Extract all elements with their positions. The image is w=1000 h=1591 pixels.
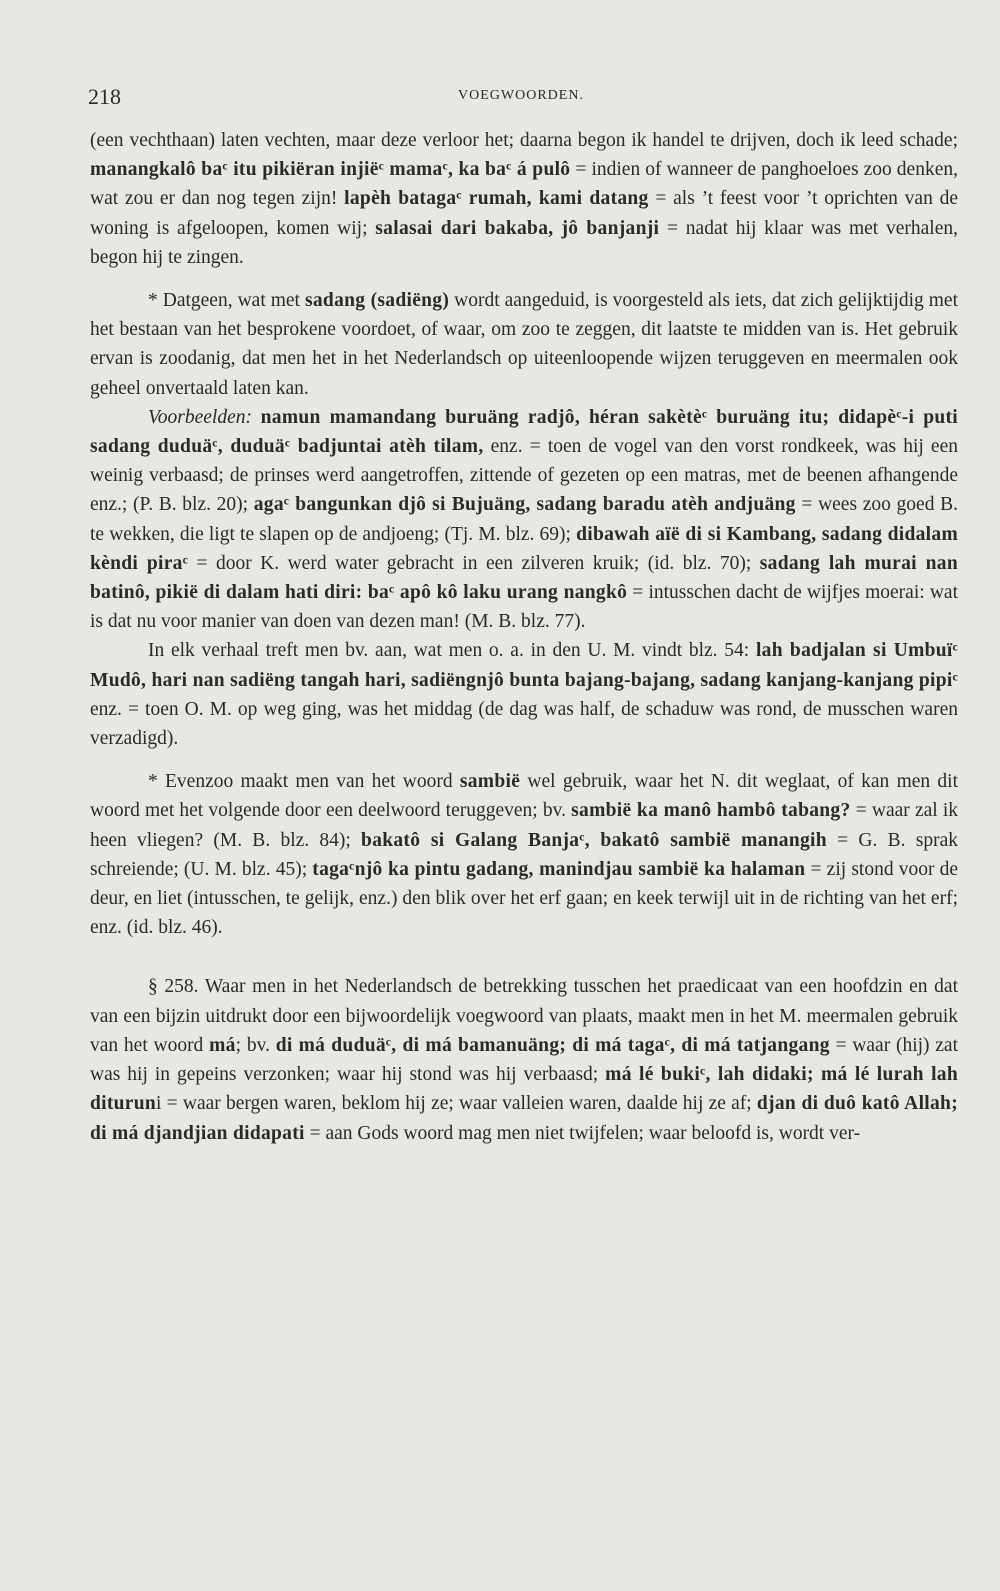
text-run: = nadat hij klaar was met verhalen, begon hij te zingen. (90, 217, 959, 268)
malay-phrase: sambië ka manô hambô tabang? (571, 800, 851, 822)
text-run: * Datgeen, wat met (148, 290, 305, 312)
malay-phrase: bakatô si Galang Banjaᶜ, bakatô sambië manangih (361, 829, 827, 851)
malay-phrase: di má duduäᶜ, di má bamanuäng; di má tagaᶜ, di má tatjangang (275, 1034, 830, 1056)
text-run: (een vechthaan) laten vechten, maar deze verloor het; daarna begon ik handel te drijven, doch ik leed schade; (90, 130, 958, 151)
italic-label: Voorbeelden: (148, 406, 252, 428)
malay-phrase: dibawah aïë di si Kambang, sadang didalam kèndi piraᶜ (90, 523, 958, 574)
malay-phrase: namun mamandang buruäng radjô, héran sakètèᶜ buruäng itu; didapèᶜ-i puti sadang duduäᶜ, duduäᶜ badjuntai atèh tilam, (90, 406, 959, 458)
text-run: * Evenzoo maakt men van het woord (148, 771, 460, 793)
paragraph (90, 972, 958, 1147)
text-run: wel gebruik, waar het N. dit weglaat, of kan men dit woord met het volgende door een deelwoord teruggeven; bv. (90, 771, 958, 822)
paragraph-gap (90, 272, 958, 286)
text-run: enz. = toen O. M. op weg ging, was het middag (de dag was half, de schaduw was rond, de musschen waren verzadigd). (90, 698, 958, 750)
text-run: i = waar bergen waren, beklom hij ze; waar valleien waren, daalde hij ze af; (156, 1093, 757, 1115)
text-run: ; bv. (235, 1034, 276, 1056)
page-number: 218 (88, 84, 121, 109)
paragraph (90, 126, 958, 272)
malay-phrase: sadang lah murai nan batinô, pikië di dalam hati diri: baᶜ apô kô laku urang nangkô (90, 552, 958, 604)
text-run: wordt aangeduid, is voorgesteld als iets, dat zich gelijktijdig met het bestaan van het besprokene voordoet, of waar, om zoo te zeggen, dit laatste te midden van is. Het gebruik ervan is zoodanig, dat men het in het Nederlandsch op uiteenloopende wijzen teruggeven en meermalen ook geheel onvertaald laten kan. (90, 290, 958, 399)
malay-phrase: lapèh batagaᶜ rumah, kami datang (344, 188, 649, 210)
text-run: In elk verhaal treft men bv. aan, wat men o. a. in den U. M. vindt blz. 54: (148, 640, 756, 662)
text-run: = zij stond voor de deur, en liet (intusschen, te gelijk, enz.) den blik over het erf gaan; en keek terwijl uit in de richting van het erf; enz. (id. blz. 46). (90, 858, 959, 939)
text-run: § 258. Waar men in het Nederlandsch de betrekking tusschen het praedicaat van een hoofdzin en dat van een bijzin uitdrukt door een bijwoordelijk voegwoord van plaats, maakt men in het M. meermalen gebruik van het woord (90, 976, 958, 1056)
malay-phrase: tagaᶜnjô ka pintu gadang, manindjau sambië ka halaman (312, 858, 806, 880)
text-run: = aan Gods woord mag men niet twijfelen; waar beloofd is, wordt ver- (304, 1122, 861, 1144)
page-header (88, 84, 900, 114)
paragraph (90, 767, 958, 942)
text-run: = indien of wanneer de panghoeloes zoo denken, wat zou er dan nog tegen zijn! (90, 159, 958, 210)
page-body (90, 126, 958, 1148)
running-title: VOEGWOORDEN. (458, 88, 584, 103)
malay-phrase: má (209, 1034, 236, 1056)
malay-phrase: manangkalô baᶜ itu pikiëran injiëᶜ mamaᶜ, ka baᶜ á pulô (90, 159, 571, 181)
text-run: = G. B. sprak schreiende; (U. M. blz. 45); (90, 829, 958, 880)
malay-phrase: agaᶜ bangunkan djô si Bujuäng, sadang baradu atèh andjuäng (253, 494, 796, 516)
malay-phrase: sadang (sadiëng) (304, 290, 450, 312)
text-run: = waar zal ik heen vliegen? (M. B. blz. 84); (90, 800, 959, 851)
paragraph (90, 636, 958, 753)
text-run: = wees zoo goed B. te wekken, die ligt te slapen op de andjoeng; (Tj. M. blz. 69); (90, 494, 959, 545)
malay-phrase: djan di duô katô Allah; di má djandjian didapati (90, 1093, 958, 1144)
paragraph (90, 403, 958, 637)
paragraph-gap (90, 753, 958, 767)
malay-phrase: má lé bukiᶜ, lah didaki; má lé lurah lah diturun (90, 1064, 958, 1115)
paragraph-gap (90, 942, 958, 972)
text-run: = waar (hij) zat was hij in gepeins verzonken; waar hij stond was hij verbaasd; (90, 1034, 959, 1086)
text-run (252, 407, 261, 428)
text-run: = intusschen dacht de wijfjes moerai: wat is dat nu voor manier van doen van dezen man! (M. B. blz. 77). (90, 582, 958, 633)
malay-phrase: sambië (459, 771, 521, 793)
text-run: = door K. werd water gebracht in een zilveren kruik; (id. blz. 70); (188, 552, 760, 574)
text-run: enz. = toen de vogel van den vorst rondkeek, was hij een weinig verbaasd; de prinses werd aangetroffen, zittende of gezeten op een matras, met de beenen afhangende enz.; (P. B. blz. 20); (90, 436, 958, 516)
malay-phrase: salasai dari bakaba, jô banjanji (375, 217, 660, 239)
paragraph (90, 286, 958, 403)
text-run: = als ’t feest voor ’t oprichten van de woning is afgeloopen, komen wij; (90, 188, 959, 239)
malay-phrase: lah badjalan si Umbuïᶜ Mudô, hari nan sadiëng tangah hari, sadiëngnjô bunta bajang-bajang, sadang kanjang-kanjang pipiᶜ (90, 640, 958, 691)
